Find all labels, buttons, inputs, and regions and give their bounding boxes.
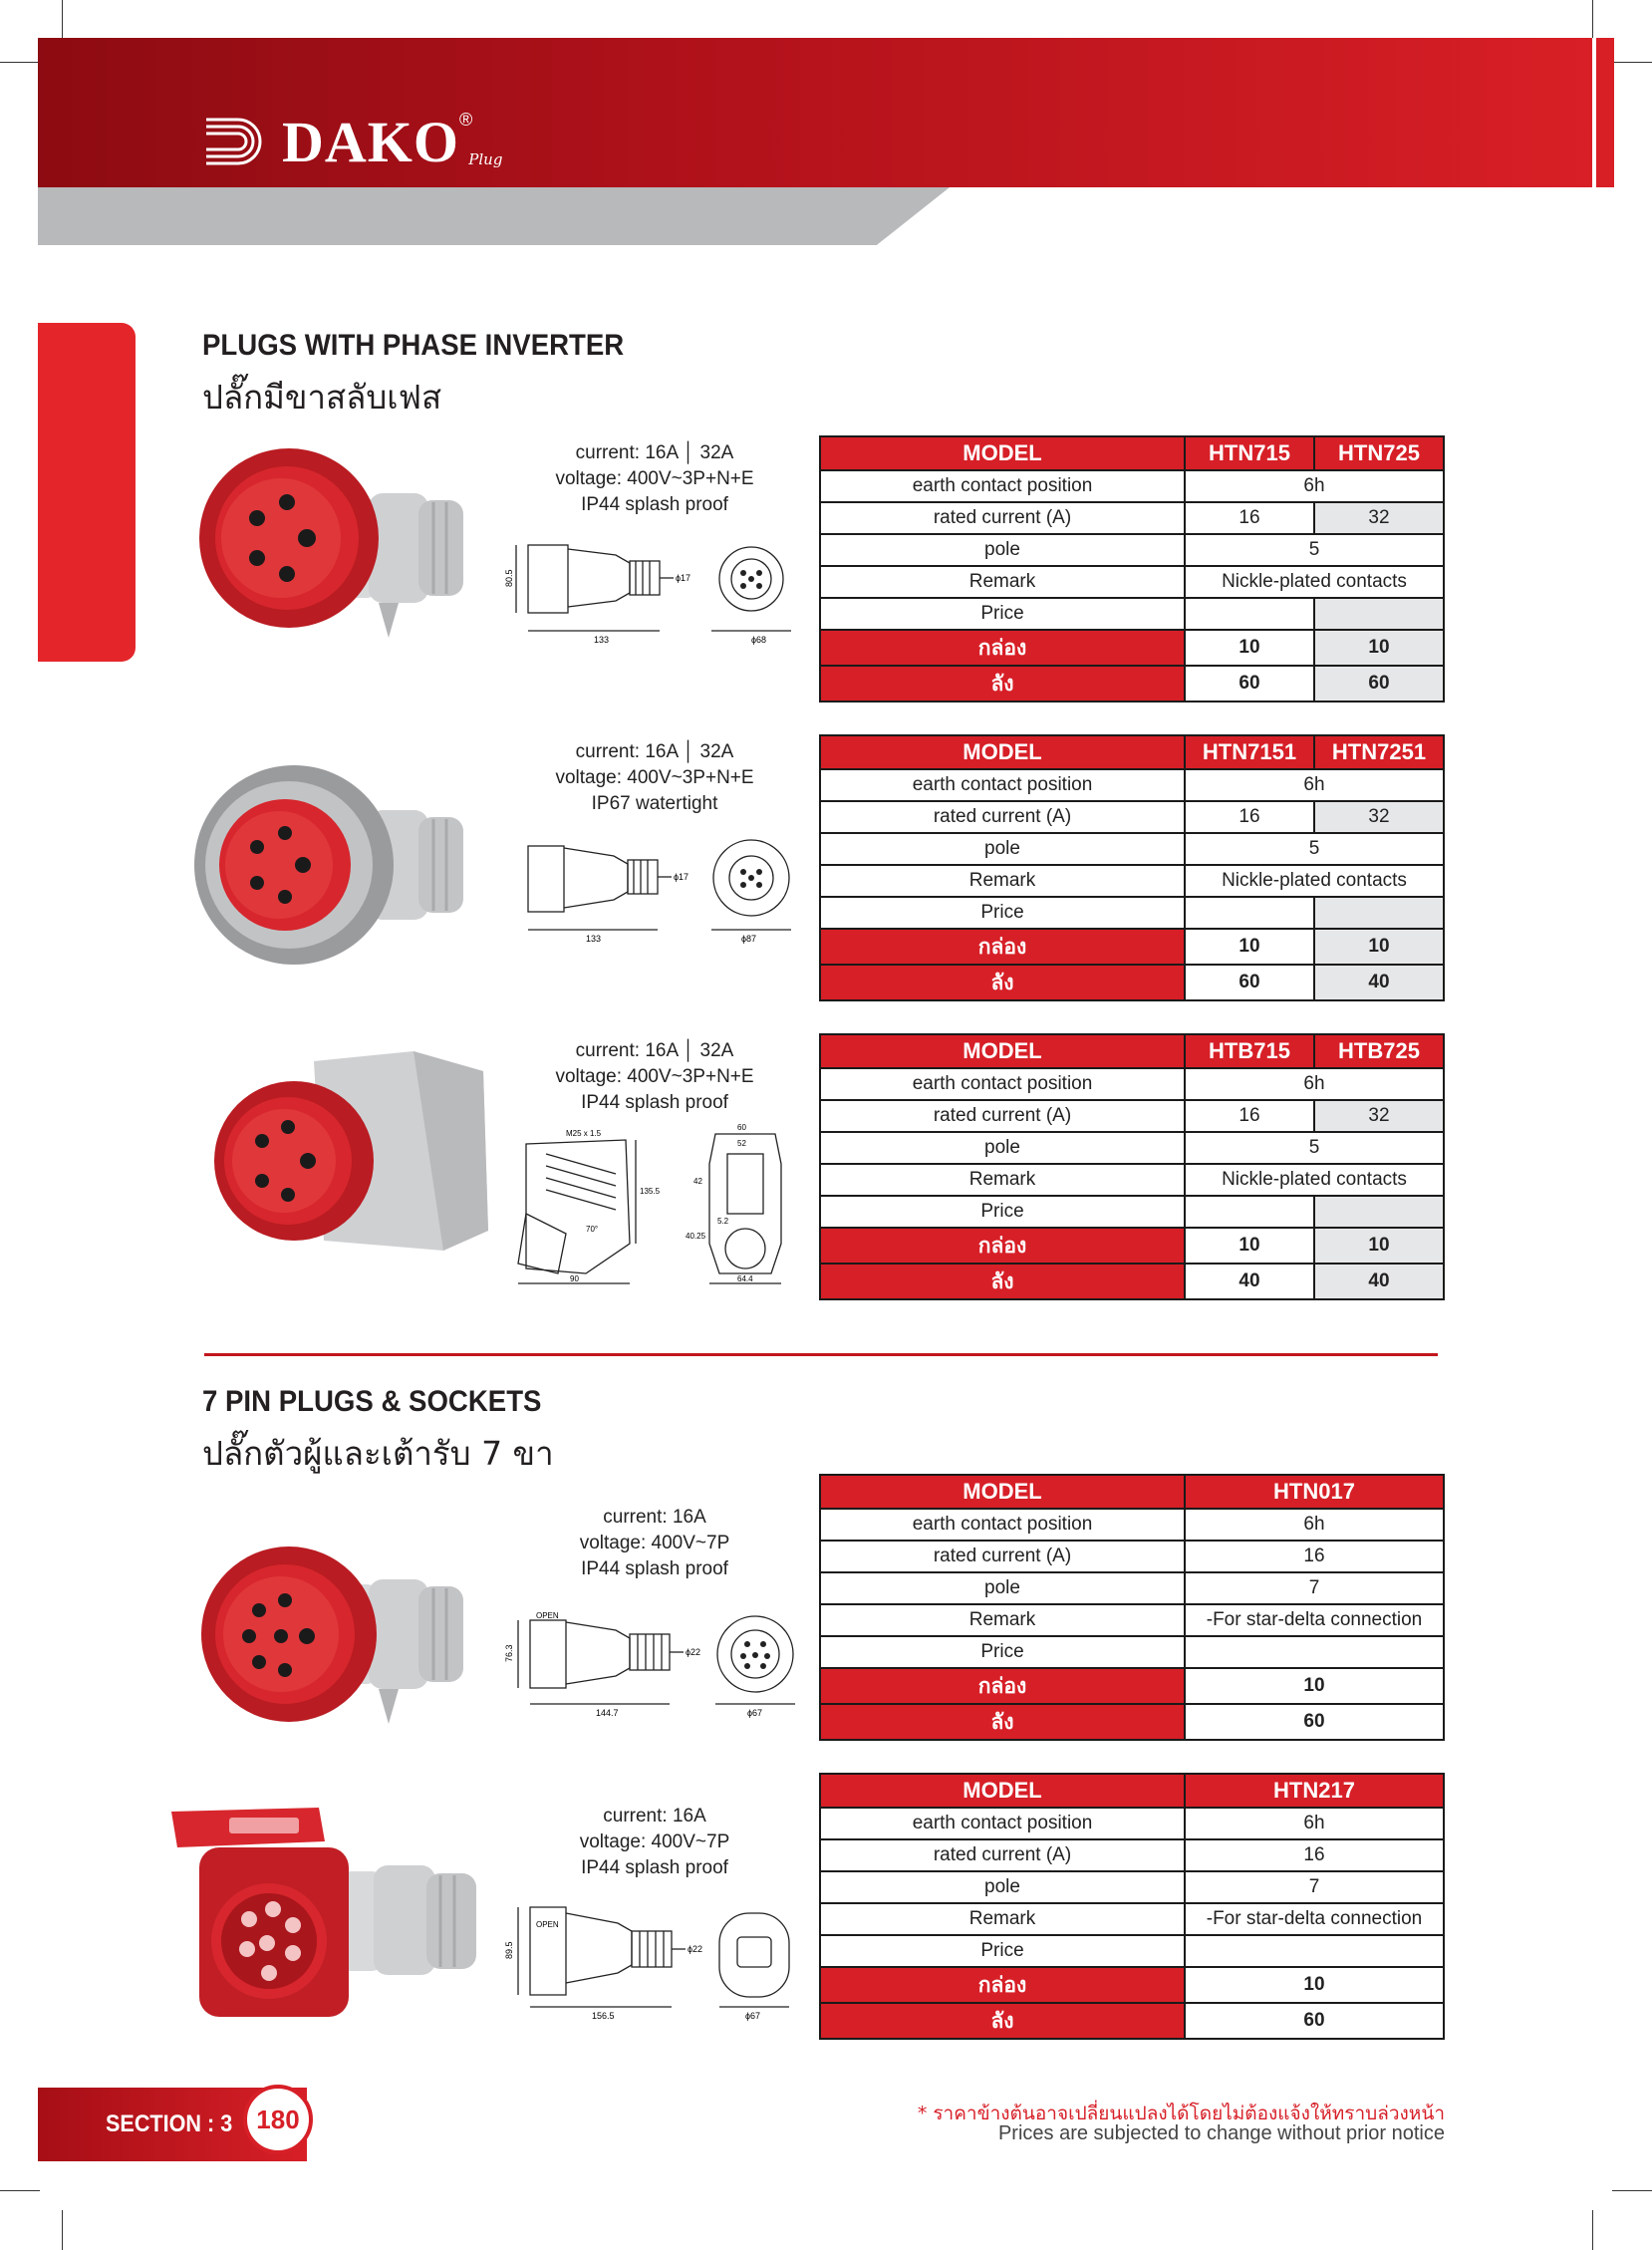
logo-d-mark-icon xyxy=(204,116,276,167)
price-value xyxy=(1314,897,1444,929)
spec-protection: IP67 watertight xyxy=(591,793,718,814)
row-label: rated current (A) xyxy=(820,502,1185,534)
model-code: HTB725 xyxy=(1314,1034,1444,1068)
price-note-en: Prices are subjected to change without prior notice xyxy=(997,2122,1445,2144)
spec-voltage: voltage: 400V~3P+N+E xyxy=(555,468,754,489)
dim-length: 144.7 xyxy=(596,1708,619,1718)
spec-table xyxy=(819,1033,1445,1300)
section-divider xyxy=(204,1353,1438,1356)
spec-protection: IP44 splash proof xyxy=(581,1092,728,1113)
remark-value: Nickle-plated contacts xyxy=(1185,566,1444,598)
section-side-tab xyxy=(38,323,136,662)
dim-side3: 5.2 xyxy=(717,1217,729,1226)
spec-protection: IP44 splash proof xyxy=(581,1558,728,1579)
product-photo-htb715 xyxy=(204,1041,493,1270)
row-label: earth contact position xyxy=(820,1068,1185,1100)
product-photo-htn715 xyxy=(189,438,488,653)
col-model-label: MODEL xyxy=(820,436,1185,470)
dimension-drawing xyxy=(506,832,805,947)
dim-open: OPEN xyxy=(536,1611,559,1620)
model-code: HTN715 xyxy=(1185,436,1314,470)
page-number: 180 xyxy=(243,2085,313,2154)
row-label: Price xyxy=(820,1935,1185,1967)
rated-value: 32 xyxy=(1314,801,1444,833)
pole-value: 7 xyxy=(1185,1572,1444,1604)
spec-protection: IP44 splash proof xyxy=(581,1857,728,1878)
rated-value: 16 xyxy=(1185,1541,1444,1572)
dim-length: 133 xyxy=(594,635,610,645)
spec-block xyxy=(525,1804,784,1881)
header-stripe xyxy=(1592,38,1596,187)
row-label: earth contact position xyxy=(820,1509,1185,1541)
remark-value: -For star-delta connection xyxy=(1185,1604,1444,1636)
spec-current: current: 16A xyxy=(603,1806,706,1827)
section-title-en: PLUGS WITH PHASE INVERTER xyxy=(202,329,625,362)
pole-value: 5 xyxy=(1185,833,1444,865)
dimension-drawing xyxy=(506,533,805,648)
price-value xyxy=(1185,897,1314,929)
dim-cable: ϕ22 xyxy=(688,1944,703,1954)
row-label: rated current (A) xyxy=(820,1541,1185,1572)
dim-width: 90 xyxy=(570,1274,579,1283)
dim-open: OPEN xyxy=(536,1920,559,1929)
dim-height: 80.5 xyxy=(504,569,514,587)
product-photo-htn7151 xyxy=(189,755,488,970)
section-title-th: ปลั๊กตัวผู้และเต้ารับ 7 ขา xyxy=(202,1434,554,1473)
box-qty: 10 xyxy=(1185,630,1314,666)
rated-value: 16 xyxy=(1185,1839,1444,1871)
product-photo-htn217 xyxy=(169,1802,488,2026)
dim-height: 135.5 xyxy=(640,1187,661,1196)
dim-height: 89.5 xyxy=(504,1941,514,1959)
brand-sub: Plug xyxy=(468,150,503,168)
crop-mark xyxy=(1592,0,1593,40)
spec-voltage: voltage: 400V~7P xyxy=(579,1831,730,1852)
row-label: Price xyxy=(820,598,1185,630)
spec-block xyxy=(525,1505,784,1582)
spec-table xyxy=(819,734,1445,1001)
rated-value: 16 xyxy=(1185,801,1314,833)
row-label: earth contact position xyxy=(820,1808,1185,1839)
rated-value: 16 xyxy=(1185,502,1314,534)
carton-qty: 40 xyxy=(1314,1264,1444,1299)
registered-mark: ® xyxy=(459,109,473,130)
price-value xyxy=(1314,1196,1444,1228)
model-code: HTN725 xyxy=(1314,436,1444,470)
product-photo-htn017 xyxy=(189,1525,488,1739)
remark-value: Nickle-plated contacts xyxy=(1185,1164,1444,1196)
row-label-carton: ลัง xyxy=(820,1704,1185,1740)
carton-qty: 60 xyxy=(1185,666,1314,702)
col-model-label: MODEL xyxy=(820,1034,1185,1068)
box-qty: 10 xyxy=(1314,630,1444,666)
dim-diameter: ϕ67 xyxy=(747,1708,763,1718)
spec-block xyxy=(525,440,784,518)
section-title-th: ปลั๊กมีขาสลับเฟส xyxy=(202,378,442,417)
box-qty: 10 xyxy=(1314,1228,1444,1264)
row-label-box: กล่อง xyxy=(820,929,1185,965)
crop-mark xyxy=(62,2210,63,2250)
box-qty: 10 xyxy=(1314,929,1444,965)
row-label: rated current (A) xyxy=(820,1100,1185,1132)
dim-diameter: ϕ87 xyxy=(741,934,757,944)
rated-value: 32 xyxy=(1314,502,1444,534)
row-label-box: กล่อง xyxy=(820,1228,1185,1264)
spec-current: current: 16A │ 32A xyxy=(575,1040,734,1061)
dim-side: 42 xyxy=(693,1177,702,1186)
dim-diameter: ϕ67 xyxy=(745,2011,761,2021)
dimension-drawing xyxy=(506,1606,805,1721)
dim-angle: 70° xyxy=(586,1225,599,1234)
col-model-label: MODEL xyxy=(820,1475,1185,1509)
spec-voltage: voltage: 400V~3P+N+E xyxy=(555,767,754,788)
row-label-box: กล่อง xyxy=(820,630,1185,666)
model-code: HTN7151 xyxy=(1185,735,1314,769)
price-value xyxy=(1185,598,1314,630)
price-value xyxy=(1185,1636,1444,1668)
col-model-label: MODEL xyxy=(820,735,1185,769)
crop-mark xyxy=(1612,62,1652,63)
row-label: Price xyxy=(820,1636,1185,1668)
price-note-th: * ราคาข้างต้นอาจเปลี่ยนแปลงได้โดยไม่ต้องแจ้งให้ทราบล่วงหน้า xyxy=(917,2103,1445,2124)
box-qty: 10 xyxy=(1185,1228,1314,1264)
row-label-carton: ลัง xyxy=(820,666,1185,702)
spec-protection: IP44 splash proof xyxy=(581,494,728,515)
dimension-drawing xyxy=(506,1124,805,1288)
spec-current: current: 16A │ 32A xyxy=(575,741,734,762)
crop-mark xyxy=(0,62,40,63)
crop-mark xyxy=(1612,2190,1652,2191)
col-model-label: MODEL xyxy=(820,1774,1185,1808)
price-value xyxy=(1185,1935,1444,1967)
row-label: Price xyxy=(820,897,1185,929)
spec-current: current: 16A xyxy=(603,1507,706,1528)
crop-mark xyxy=(62,0,63,40)
section-title-en: 7 PIN PLUGS & SOCKETS xyxy=(202,1385,542,1418)
crop-mark xyxy=(0,2190,40,2191)
section-label: SECTION : 3 xyxy=(106,2110,233,2137)
row-label-carton: ลัง xyxy=(820,2003,1185,2039)
row-label: pole xyxy=(820,534,1185,566)
model-code: HTB715 xyxy=(1185,1034,1314,1068)
row-label: earth contact position xyxy=(820,769,1185,801)
model-code: HTN217 xyxy=(1185,1774,1444,1808)
dim-diameter: ϕ68 xyxy=(751,635,767,645)
row-label: Remark xyxy=(820,1164,1185,1196)
dim-top: 60 xyxy=(737,1123,746,1132)
box-qty: 10 xyxy=(1185,1668,1444,1704)
row-label-carton: ลัง xyxy=(820,965,1185,1000)
spec-table xyxy=(819,435,1445,703)
remark-value: Nickle-plated contacts xyxy=(1185,865,1444,897)
row-label: rated current (A) xyxy=(820,1839,1185,1871)
rated-value: 16 xyxy=(1185,1100,1314,1132)
earth-value: 6h xyxy=(1185,1509,1444,1541)
earth-value: 6h xyxy=(1185,1068,1444,1100)
row-label-box: กล่อง xyxy=(820,1668,1185,1704)
earth-value: 6h xyxy=(1185,470,1444,502)
row-label: Remark xyxy=(820,566,1185,598)
box-qty: 10 xyxy=(1185,929,1314,965)
dim-cable: ϕ17 xyxy=(676,573,691,583)
carton-qty: 40 xyxy=(1185,1264,1314,1299)
row-label: pole xyxy=(820,1572,1185,1604)
earth-value: 6h xyxy=(1185,1808,1444,1839)
carton-qty: 40 xyxy=(1314,965,1444,1000)
brand-logo xyxy=(204,109,506,174)
row-label: pole xyxy=(820,1132,1185,1164)
row-label: Price xyxy=(820,1196,1185,1228)
dim-length: 156.5 xyxy=(592,2011,615,2021)
spec-table xyxy=(819,1474,1445,1741)
carton-qty: 60 xyxy=(1185,1704,1444,1740)
model-code: HTN7251 xyxy=(1314,735,1444,769)
row-label-carton: ลัง xyxy=(820,1264,1185,1299)
rated-value: 32 xyxy=(1314,1100,1444,1132)
carton-qty: 60 xyxy=(1185,965,1314,1000)
row-label: Remark xyxy=(820,865,1185,897)
row-label-box: กล่อง xyxy=(820,1967,1185,2003)
header-gray-band xyxy=(38,187,950,245)
pole-value: 5 xyxy=(1185,1132,1444,1164)
row-label: earth contact position xyxy=(820,470,1185,502)
dim-cable: ϕ17 xyxy=(674,872,689,882)
spec-table xyxy=(819,1773,1445,2040)
spec-block xyxy=(525,1038,784,1116)
box-qty: 10 xyxy=(1185,1967,1444,2003)
dim-bottom: 64.4 xyxy=(737,1274,753,1283)
row-label: Remark xyxy=(820,1604,1185,1636)
spec-block xyxy=(525,739,784,817)
spec-voltage: voltage: 400V~7P xyxy=(579,1533,730,1553)
row-label: Remark xyxy=(820,1903,1185,1935)
dim-length: 133 xyxy=(586,934,602,944)
spec-current: current: 16A │ 32A xyxy=(575,442,734,463)
dim-top2: 52 xyxy=(737,1139,746,1148)
earth-value: 6h xyxy=(1185,769,1444,801)
row-label: pole xyxy=(820,833,1185,865)
remark-value: -For star-delta connection xyxy=(1185,1903,1444,1935)
dim-side2: 40.25 xyxy=(686,1232,706,1241)
dim-thread: M25 x 1.5 xyxy=(566,1129,602,1138)
carton-qty: 60 xyxy=(1314,666,1444,702)
pole-value: 7 xyxy=(1185,1871,1444,1903)
dim-cable: ϕ22 xyxy=(686,1647,701,1657)
dimension-drawing xyxy=(506,1899,805,2024)
price-value xyxy=(1314,598,1444,630)
carton-qty: 60 xyxy=(1185,2003,1444,2039)
dim-height: 76.3 xyxy=(504,1644,514,1662)
row-label: pole xyxy=(820,1871,1185,1903)
spec-voltage: voltage: 400V~3P+N+E xyxy=(555,1066,754,1087)
row-label: rated current (A) xyxy=(820,801,1185,833)
crop-mark xyxy=(1592,2210,1593,2250)
pole-value: 5 xyxy=(1185,534,1444,566)
model-code: HTN017 xyxy=(1185,1475,1444,1509)
price-value xyxy=(1185,1196,1314,1228)
brand-name: DAKO xyxy=(282,109,459,174)
